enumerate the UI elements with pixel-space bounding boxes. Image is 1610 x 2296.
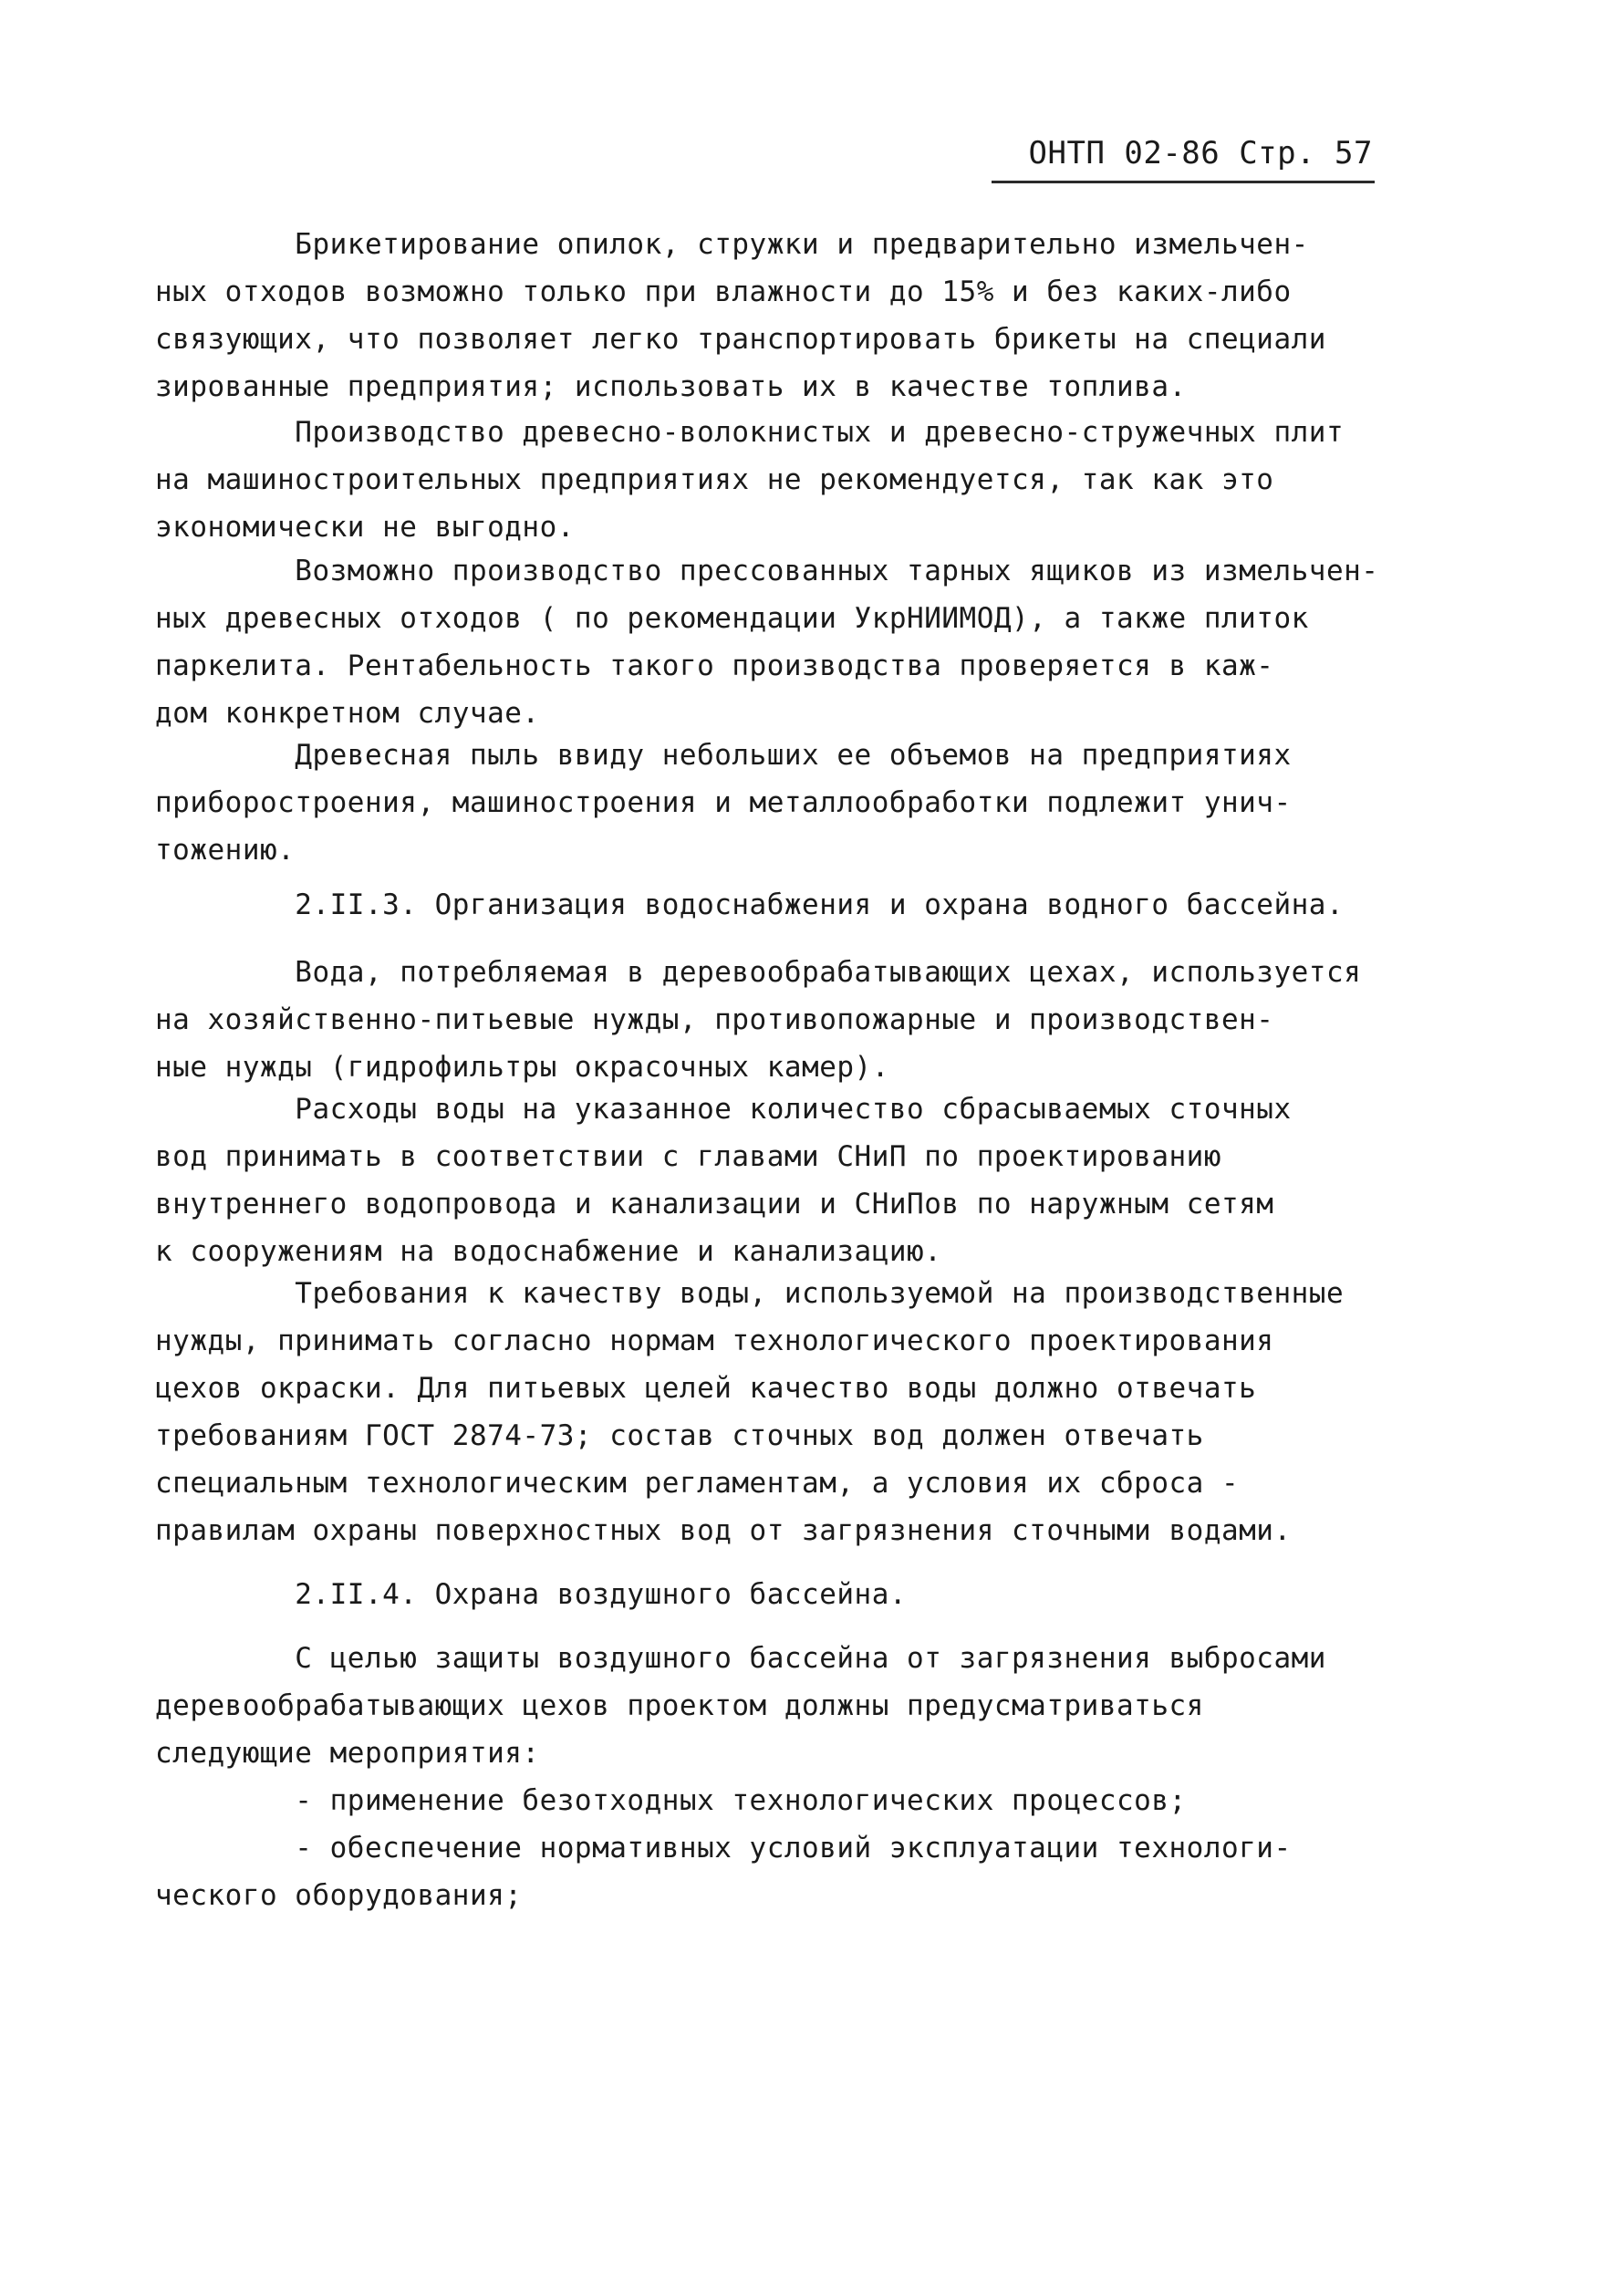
text-line: связующих, что позволяет легко транспортировать брикеты на специали [155,323,1326,356]
text-line: приборостроения, машиностроения и металлообработки подлежит унич- [155,786,1292,819]
paragraph-briquetting [155,221,1450,410]
text-line: Вода, потребляемая в деревообрабатывающих цехах, используется [155,956,1362,989]
text-line: вод принимать в соответствии с главами СНиП по проектированию [155,1140,1221,1173]
text-line: дом конкретном случае. [155,697,540,730]
header-underline [992,181,1375,183]
paragraph-fiberboard [155,409,1450,551]
text-line: экономически не выгодно. [155,511,575,544]
paragraph-water-consumption [155,1086,1450,1275]
text-line: следующие мероприятия: [155,1737,540,1770]
text-line: правилам охраны поверхностных вод от загрязнения сточными водами. [155,1514,1292,1547]
text-line: специальным технологическим регламентам, а условия их сброса - [155,1467,1240,1500]
text-line: Брикетирование опилок, стружки и предварительно измельчен- [155,228,1309,261]
paragraph-pressed-boxes [155,547,1450,737]
paragraph-wood-dust [155,732,1450,874]
text-line: паркелита. Рентабельность такого производства проверяется в каж- [155,649,1274,682]
text-line: цехов окраски. Для питьевых целей качество воды должно отвечать [155,1372,1257,1405]
text-line: к сооружениям на водоснабжение и канализацию. [155,1235,942,1268]
text-line: требованиям ГОСТ 2874-73; состав сточных вод должен отвечать [155,1419,1204,1452]
text-line: на машиностроительных предприятиях не рекомендуется, так как это [155,463,1274,496]
list-item: - обеспечение нормативных условий эксплуатации технологи- [155,1832,1292,1865]
text-line: ных древесных отходов ( по рекомендации УкрНИИМОД), а также плиток [155,602,1309,635]
page-header: ОНТП 02-86 Стр. 57 [1028,135,1373,171]
text-line: ческого оборудования; [155,1879,523,1912]
text-line: тожению. [155,834,296,867]
text-line: Производство древесно-волокнистых и древесно-стружечных плит [155,416,1345,449]
text-line: Древесная пыль ввиду небольших ее объемов на предприятиях [155,739,1292,772]
text-line: на хозяйственно-питьевые нужды, противопожарные и производствен- [155,1003,1274,1036]
text-line: Возможно производство прессованных тарных ящиков из измельчен- [155,555,1379,587]
section-heading: 2.II.3. Организация водоснабжения и охрана водного бассейна. [155,888,1345,921]
text-line: нужды, принимать согласно нормам технологического проектирования [155,1325,1274,1357]
text-line: Требования к качеству воды, используемой на производственные [155,1277,1345,1310]
section-heading-2-11-3 [155,881,1450,929]
section-heading: 2.II.4. Охрана воздушного бассейна. [155,1578,908,1611]
text-line: ные нужды (гидрофильтры окрасочных камер). [155,1051,889,1084]
paragraph-water-use [155,949,1450,1091]
list-item: - применение безотходных технологических процессов; [155,1784,1187,1817]
text-line: деревообрабатывающих цехов проектом должны предусматриваться [155,1689,1204,1722]
text-line: ных отходов возможно только при влажности до 15% и без каких-либо [155,275,1292,308]
text-line: Расходы воды на указанное количество сбрасываемых сточных [155,1093,1292,1126]
section-heading-2-11-4 [155,1571,1450,1618]
text-line: С целью защиты воздушного бассейна от загрязнения выбросами [155,1642,1326,1675]
text-line: зированные предприятия; использовать их в качестве топлива. [155,370,1187,403]
paragraph-air-protection [155,1635,1450,1919]
paragraph-water-quality [155,1270,1450,1554]
text-line: внутреннего водопровода и канализации и СНиПов по наружным сетям [155,1188,1274,1221]
